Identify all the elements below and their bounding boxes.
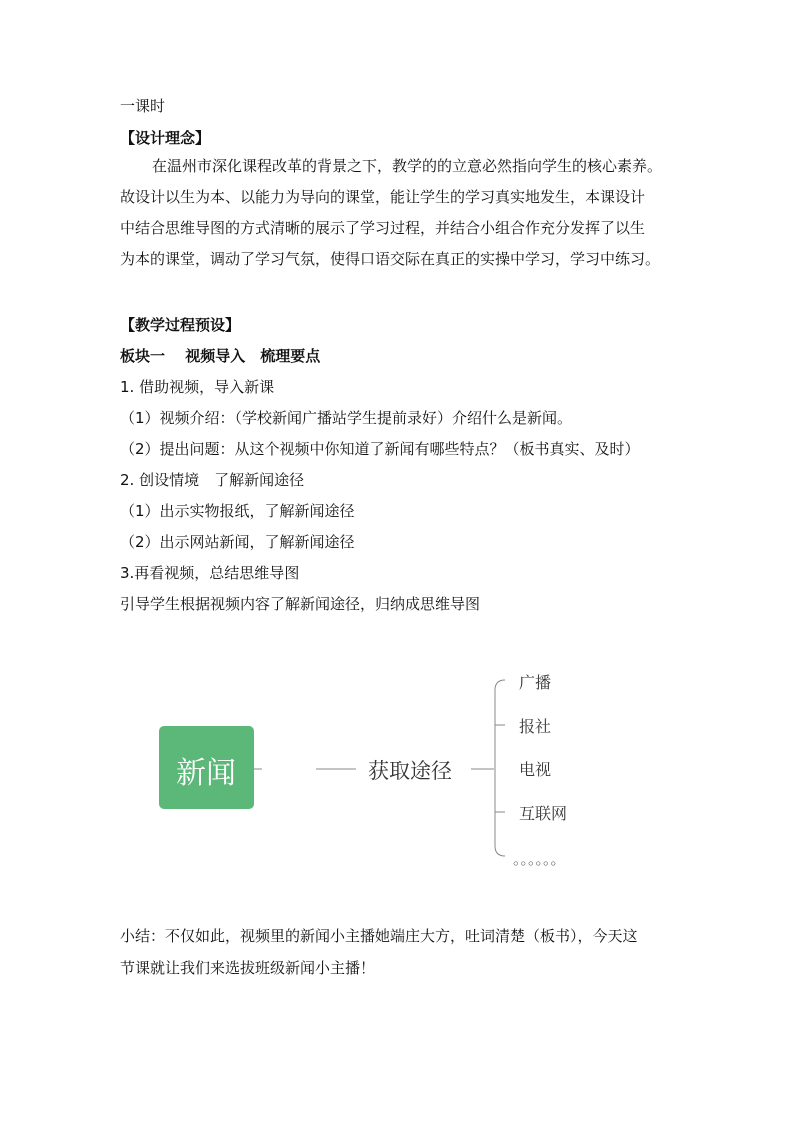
- mindmap-leaf: 互联网: [519, 804, 568, 823]
- process-item: （1）出示实物报纸，了解新闻途径: [120, 502, 355, 520]
- mindmap-branch-label: 获取途径: [368, 759, 452, 783]
- summary-line: 小结：不仅如此，视频里的新闻小主播她端庄大方，吐词清楚（板书），今天这: [120, 927, 638, 945]
- design-concept-line: 为本的课堂，调动了学习气氛，使得口语交际在真正的实操中学习，学习中练习。: [120, 250, 661, 268]
- design-concept-line: 中结合思维导图的方式清晰的展示了学习过程，并结合小组合作充分发挥了以生: [120, 219, 646, 237]
- teaching-process-heading: 【教学过程预设】: [120, 316, 241, 334]
- process-item: （2）提出问题：从这个视频中你知道了新闻有哪些特点？（板书真实、及时）: [120, 440, 640, 458]
- process-item: 引导学生根据视频内容了解新闻途径，归纳成思维导图: [120, 595, 481, 613]
- design-concept-heading: 【设计理念】: [120, 129, 211, 147]
- design-concept-line: 在温州市深化课程改革的背景之下，教学的的立意必然指向学生的核心素养。: [152, 157, 663, 175]
- block-title: 板块一 视频导入 梳理要点: [120, 347, 321, 365]
- mindmap-root-label: 新闻: [176, 756, 236, 791]
- process-item: 1. 借助视频，导入新课: [120, 378, 275, 396]
- summary-line: 节课就让我们来选拔班级新闻小主播！: [120, 959, 376, 977]
- header-fragment: 一课时: [120, 97, 166, 115]
- mindmap-leaf: 报社: [519, 717, 552, 736]
- mindmap-leaf: 广播: [519, 673, 552, 692]
- process-item: 3.再看视频，总结思维导图: [120, 564, 300, 582]
- design-concept-line: 故设计以生为本、以能力为导向的课堂，能让学生的学习真实地发生，本课设计: [120, 188, 646, 206]
- mindmap-leaf: 电视: [519, 760, 552, 779]
- mindmap-bracket: [495, 680, 505, 856]
- process-item: （2）出示网站新闻，了解新闻途径: [120, 533, 355, 551]
- process-item: （1）视频介绍：（学校新闻广播站学生提前录好）介绍什么是新闻。: [120, 409, 573, 427]
- process-item: 2. 创设情境 了解新闻途径: [120, 471, 305, 489]
- mindmap-leaf: 。。。。。。: [513, 850, 566, 868]
